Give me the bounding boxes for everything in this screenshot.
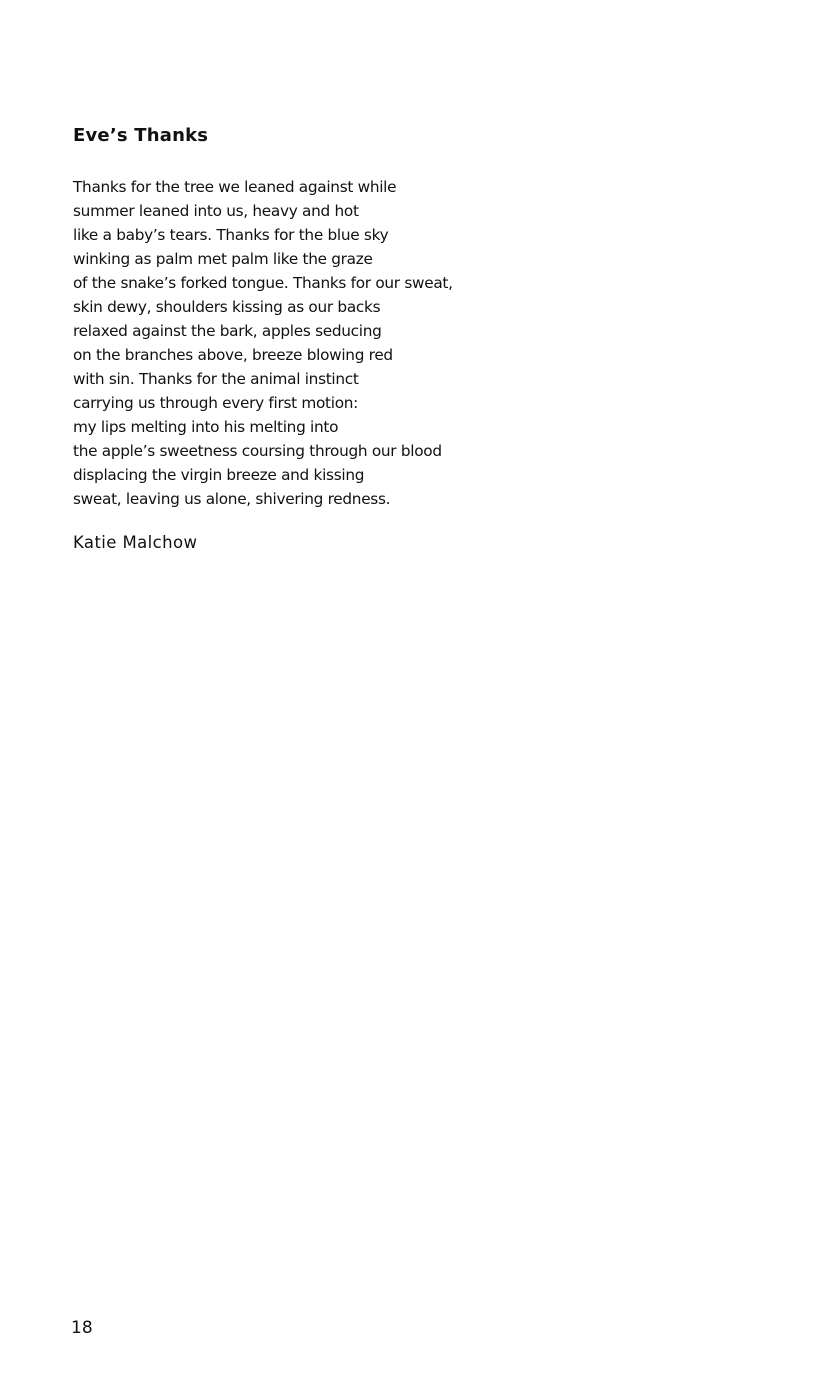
poem-line: sweat, leaving us alone, shivering redness. <box>73 490 391 508</box>
poem-line: carrying us through every first motion: <box>73 394 359 412</box>
poem-line: Thanks for the tree we leaned against while <box>73 178 397 196</box>
poem-author: Katie Malchow <box>73 533 198 552</box>
poem-line: with sin. Thanks for the animal instinct <box>73 370 359 388</box>
poem-line: summer leaned into us, heavy and hot <box>73 202 359 220</box>
poem-line: relaxed against the bark, apples seducing <box>73 322 382 340</box>
poem-line: winking as palm met palm like the graze <box>73 250 373 268</box>
poem-line: like a baby’s tears. Thanks for the blue sky <box>73 226 389 244</box>
poem-line: displacing the virgin breeze and kissing <box>73 466 365 484</box>
poem-line: the apple’s sweetness coursing through our blood <box>73 442 442 460</box>
poem-line: my lips melting into his melting into <box>73 418 339 436</box>
poem-title: Eve’s Thanks <box>73 125 209 146</box>
page-number: 18 <box>71 1318 93 1338</box>
poem-line: skin dewy, shoulders kissing as our backs <box>73 298 381 316</box>
poem-line: on the branches above, breeze blowing red <box>73 346 393 364</box>
poem-body <box>73 175 453 511</box>
poem-line: of the snake’s forked tongue. Thanks for our sweat, <box>73 274 453 292</box>
